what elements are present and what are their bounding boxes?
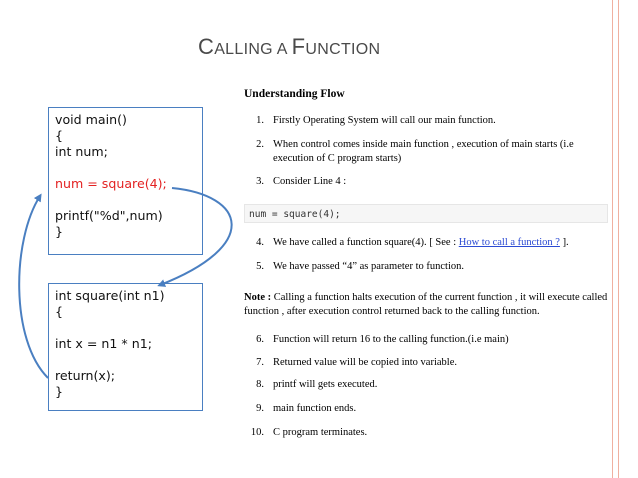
code-line: void main() [55, 112, 127, 127]
step-number: 4. [256, 237, 264, 248]
how-to-call-function-link[interactable]: How to call a function ? [458, 237, 560, 248]
code-line: int num; [55, 144, 108, 159]
step-number: 10. [250, 427, 264, 438]
title-cap: C [198, 34, 215, 59]
code-line: return(x); [55, 368, 116, 383]
step-number: 5. [256, 261, 264, 272]
step-number: 1. [256, 115, 264, 126]
step-text: Firstly Operating System will call our main function. [273, 115, 496, 126]
code-line: int x = n1 * n1; [55, 336, 152, 351]
step-text [273, 236, 609, 250]
code-line: { [55, 304, 64, 319]
step-number: 3. [256, 176, 264, 187]
step-number: 7. [256, 357, 264, 368]
code-line: } [55, 384, 64, 399]
step-text-part: We have called a function square(4). [ See : [273, 237, 459, 248]
title-rest: ALLING A [214, 41, 292, 58]
code-line: int square(int n1) [55, 288, 165, 303]
code-snippet: num = square(4); [244, 204, 608, 223]
step-text: printf will gets executed. [273, 379, 378, 390]
step-text: Returned value will be copied into variable. [273, 357, 457, 368]
step-text: Consider Line 4 : [273, 176, 347, 187]
code-line: printf("%d",num) [55, 208, 163, 223]
return-arrow [19, 196, 48, 378]
note-paragraph [244, 291, 610, 319]
step-number: 2. [256, 139, 264, 150]
call-arrow [160, 188, 232, 285]
step-number: 9. [256, 403, 264, 414]
step-number: 8. [256, 379, 264, 390]
step-text-part: ]. [559, 237, 569, 248]
note-text: Calling a function halts execution of the current function , it will execute called function , after execution control returned back to the calling function. [244, 292, 608, 317]
title-rest: UNCTION [305, 41, 381, 58]
title-cap: F [291, 34, 306, 59]
step-text: C program terminates. [273, 427, 368, 438]
section-heading: Understanding Flow [244, 88, 345, 100]
step-text: When control comes inside main function , execution of main starts (i.e execution of C program starts) [273, 139, 574, 164]
code-line: { [55, 128, 64, 143]
code-line-highlighted: num = square(4); [55, 176, 167, 191]
step-text: We have passed “4” as parameter to function. [273, 261, 464, 272]
note-label: Note : [244, 292, 272, 303]
code-line: } [55, 224, 64, 239]
step-number: 6. [256, 334, 264, 345]
step-text: Function will return 16 to the calling function.(i.e main) [273, 334, 509, 345]
step-text: main function ends. [273, 403, 357, 414]
